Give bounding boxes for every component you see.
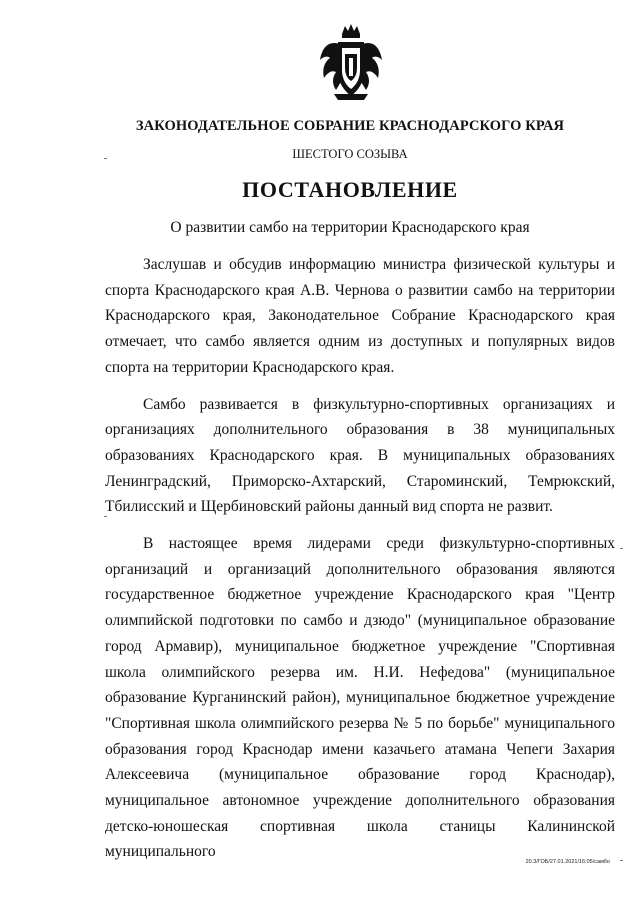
- scan-mark: [104, 158, 107, 159]
- paragraph: Заслушав и обсудив информацию министра физической культуры и спорта Краснодарского края А.В. Чернова о развитии самбо на территории Краснодарского края, Законодательное Собрание Краснодарского края отмечает, что самбо является одним из доступных и популярных видов спорта на территории Краснодарского края.: [105, 256, 615, 376]
- organization-title: ЗАКОНОДАТЕЛЬНОЕ СОБРАНИЕ КРАСНОДАРСКОГО КРАЯ: [135, 118, 565, 134]
- paragraph: В настоящее время лидерами среди физкультурно-спортивных организаций и организаций дополнительного образования являются государственное бюджетное учреждение Краснодарского края "Центр олимпийской подготовки по самбо и дзюдо" (муниципальное образование город Армавир), муниципальное бюджетное учреждение "Спортивная школа олимпийского резерва им. Н.И. Нефедова" (муниципальное образование Курганинский район), муниципальное бюджетное учреждение "Спортивная школа олимпийского резерва № 5 по борьбе" муниципального образования город Краснодар имени казачьего атамана Чепеги Захария Алексеевича (муниципальное образование город Краснодар), муниципальное автономное учреждение дополнительного образования детско-юношеская спортивная школа станицы Калининской муниципального: [105, 535, 615, 861]
- paragraph: Самбо развивается в физкультурно-спортивных организациях и организациях дополнительного образования в 38 муниципальных образованиях Краснодарского края. В муниципальных образованиях Ленинградский, Приморско-Ахтарский, Староминский, Темрюкский, Тбилисский и Щербиновский районы данный вид спорта не развит.: [105, 395, 615, 516]
- document-body: [105, 252, 615, 876]
- scan-mark: [104, 516, 107, 517]
- document-code: 20.3/ГОБ/27.01.2021/16:05/самбо: [525, 859, 610, 865]
- document-subject: О развитии самбо на территории Краснодарского края: [170, 219, 530, 236]
- document-type-heading: ПОСТАНОВЛЕНИЕ: [242, 177, 458, 202]
- scan-mark: [620, 860, 623, 861]
- coat-of-arms-icon: [318, 22, 384, 102]
- convocation-label: ШЕСТОГО СОЗЫВА: [292, 147, 408, 161]
- scan-mark: [620, 548, 623, 549]
